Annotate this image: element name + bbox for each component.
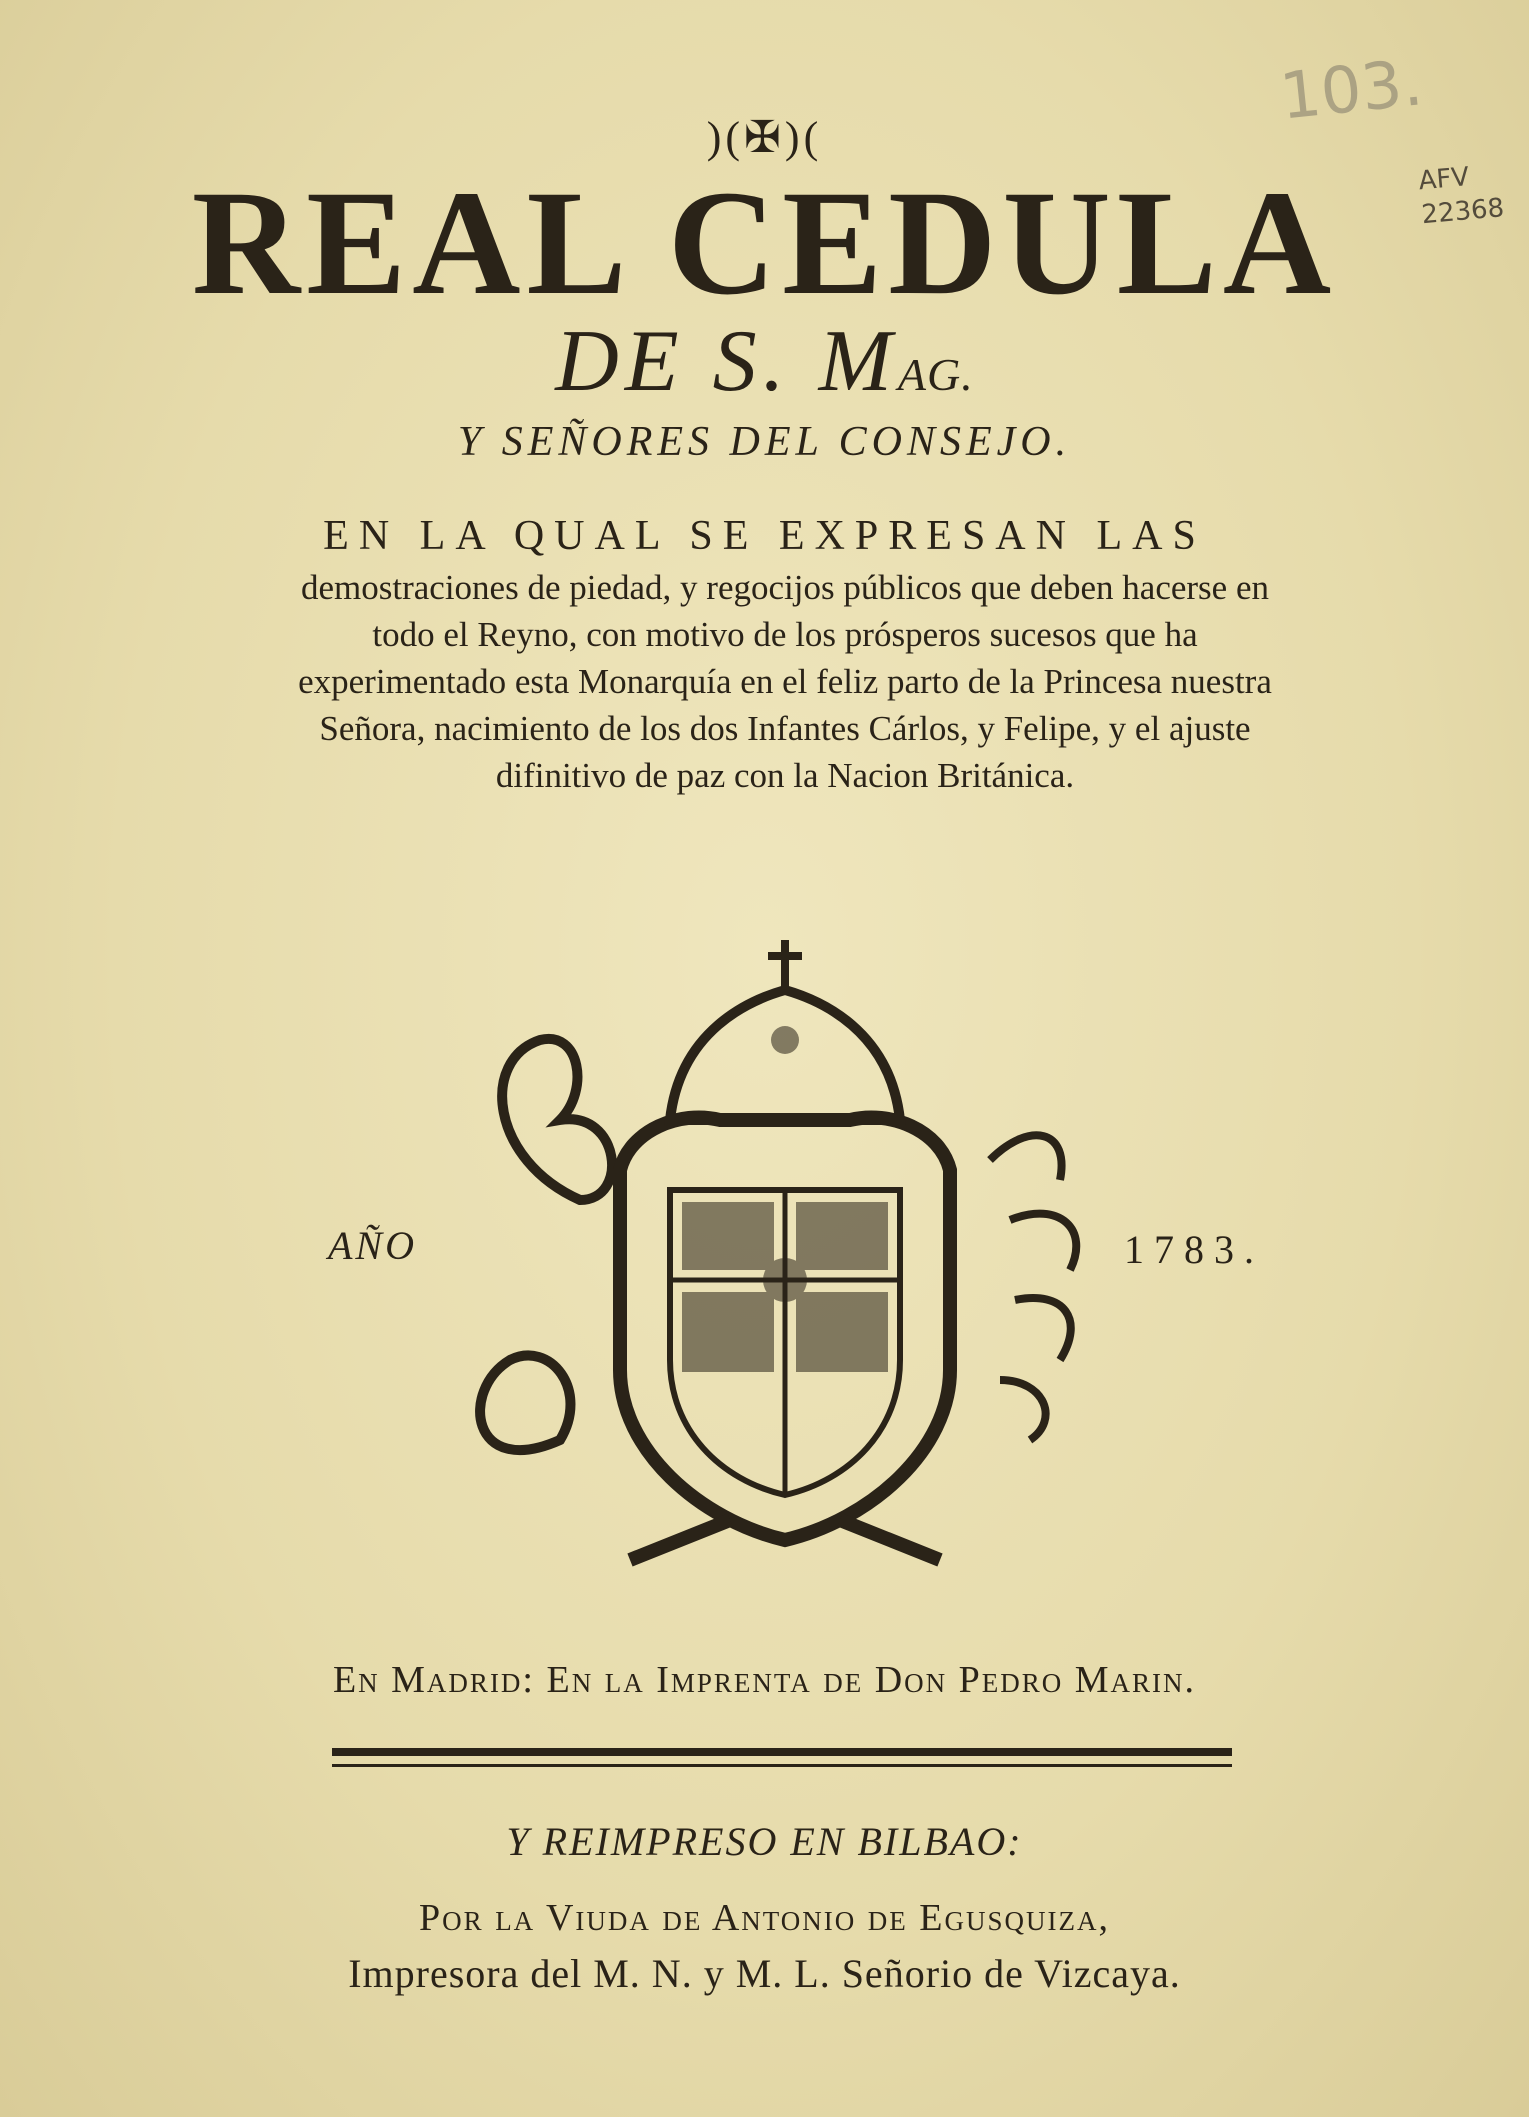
intro-line: EN LA QUAL SE EXPRESAN LAS <box>323 513 1206 559</box>
subtitle-small: AG. <box>897 349 974 400</box>
handwritten-number: 103. <box>1276 46 1427 135</box>
quarter-bars <box>682 1292 774 1372</box>
left-scroll-bottom <box>480 1355 570 1450</box>
left-scroll-top <box>502 1039 612 1200</box>
body-text: demostraciones de piedad, y regocijos públicos que deben hacerse en todo el Reyno, con motivo de los prósperos sucesos que ha experimentado esta Monarquía en el feliz parto de la Princesa nuestra Señora, nacimiento de los dos Infantes Cárlos, y Felipe, y el ajuste difinitivo de paz con la Nacion Británica. <box>298 568 1272 795</box>
printer-title: Impresora del M. N. y M. L. Señorio de Vizcaya. <box>348 1951 1181 1996</box>
crown <box>670 990 900 1120</box>
year-label: AÑO <box>328 1223 417 1268</box>
subtitle-majesty <box>0 313 1529 410</box>
right-laurel <box>990 1135 1076 1440</box>
imprint-madrid: En Madrid: En la Imprenta de Don Pedro Marin. <box>332 1659 1197 1701</box>
reprint-bilbao: Y REIMPRESO EN BILBAO: <box>506 1819 1023 1864</box>
subtitle-main: DE S. M <box>555 313 898 410</box>
year-value: 1783. <box>1124 1227 1264 1272</box>
decorative-rule <box>332 1742 1232 1782</box>
handwritten-reference-line1: AFV <box>1417 162 1471 197</box>
quarter-castle <box>682 1202 774 1270</box>
rule-thick-line <box>332 1748 1232 1756</box>
center-escutcheon <box>763 1258 807 1302</box>
handwritten-reference-line2: 22368 <box>1420 193 1506 231</box>
coat-of-arms-illustration <box>470 920 1100 1630</box>
top-ornament: )(✠)( <box>706 113 823 162</box>
printer-name: Por la Viuda de Antonio de Egusquiza, <box>419 1897 1110 1939</box>
quarter-eagle <box>796 1292 888 1372</box>
crown-orb <box>771 1026 799 1054</box>
quarter-lion <box>796 1202 888 1270</box>
subtitle-council: Y SEÑORES DEL CONSEJO. <box>457 419 1072 465</box>
rule-thin-line <box>332 1764 1232 1767</box>
document-title: REAL CEDULA <box>191 160 1338 326</box>
